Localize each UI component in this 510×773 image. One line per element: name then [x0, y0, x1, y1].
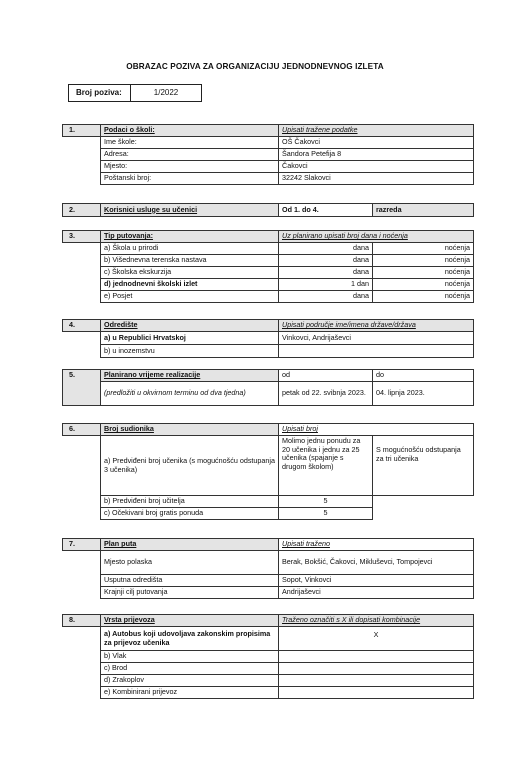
- postal-code-value: 32242 Slakovci: [279, 173, 474, 185]
- section-2-heading: Korisnici usluge su učenici: [101, 204, 279, 217]
- departure-value: Berak, Bokšić, Čakovci, Mikluševci, Tompojevci: [279, 551, 474, 575]
- trip-type-e: e) Posjet: [101, 291, 279, 303]
- final-destination-label: Krajnji cilj putovanja: [101, 587, 279, 599]
- section-4-heading: Odredište: [101, 320, 279, 332]
- section-6-table: [62, 423, 474, 520]
- address-label: Adresa:: [101, 149, 279, 161]
- section-3-table: [62, 230, 474, 303]
- school-name-label: Ime škole:: [101, 137, 279, 149]
- free-offers-label: c) Očekivani broj gratis ponuda: [101, 508, 279, 520]
- period-from-value: petak od 22. svibnja 2023.: [279, 382, 373, 406]
- grades-suffix: razreda: [373, 204, 474, 217]
- section-7-table: [62, 538, 474, 599]
- section-6-number: 6.: [63, 424, 101, 436]
- teachers-count-value: 5: [279, 496, 373, 508]
- grades-range: Od 1. do 4.: [279, 204, 373, 217]
- section-5-number: 5.: [63, 370, 101, 406]
- transport-ship-label: c) Brod: [101, 663, 279, 675]
- stops-value: Sopot, Vinkovci: [279, 575, 474, 587]
- trip-type-d: d) jednodnevni školski izlet: [101, 279, 279, 291]
- period-to-value: 04. lipnja 2023.: [373, 382, 474, 406]
- section-7-number: 7.: [63, 539, 101, 551]
- section-1-number: 1.: [63, 125, 101, 137]
- section-5-table: [62, 369, 474, 406]
- trip-type-e-nights: noćenja: [373, 291, 474, 303]
- trip-type-a-days: dana: [279, 243, 373, 255]
- address-value: Šandora Petefija 8: [279, 149, 474, 161]
- free-offers-value: 5: [279, 508, 373, 520]
- transport-combined-label: e) Kombinirani prijevoz: [101, 687, 279, 699]
- trip-type-d-nights: noćenja: [373, 279, 474, 291]
- form-title: OBRAZAC POZIVA ZA ORGANIZACIJU JEDNODNEVNOG IZLETA: [126, 62, 384, 71]
- school-name-value: OŠ Čakovci: [279, 137, 474, 149]
- broj-poziva-box: [68, 84, 202, 102]
- transport-ship-mark: [279, 663, 474, 675]
- section-7-instruction: Upisati traženo: [279, 539, 474, 551]
- students-count-value: Molimo jednu ponudu za 20 učenika i jednu za 25 učenika (spajanje s drugom školom): [279, 436, 373, 496]
- stops-label: Usputna odredišta: [101, 575, 279, 587]
- section-8-table: [62, 614, 474, 699]
- section-1-heading: Podaci o školi:: [101, 125, 279, 137]
- period-note: (predložiti u okvirnom terminu od dva tjedna): [101, 382, 279, 406]
- trip-type-b: b) Višednevna terenska nastava: [101, 255, 279, 267]
- place-value: Čakovci: [279, 161, 474, 173]
- transport-train-mark: [279, 651, 474, 663]
- destination-croatia-value: Vinkovci, Andrijaševci: [279, 332, 474, 345]
- postal-code-label: Poštanski broj:: [101, 173, 279, 185]
- section-3-number: 3.: [63, 231, 101, 243]
- transport-combined-mark: [279, 687, 474, 699]
- teachers-count-label: b) Predviđeni broj učitelja: [101, 496, 279, 508]
- section-8-heading: Vrsta prijevoza: [101, 615, 279, 627]
- section-5-heading: Planirano vrijeme realizacije: [101, 370, 279, 382]
- students-count-label: a) Predviđeni broj učenika (s mogućnošću odstupanja 3 učenika): [101, 436, 279, 496]
- section-8-instruction: Traženo označiti s X ili dopisati kombinacije: [279, 615, 474, 627]
- section-3-instruction: Uz planirano upisati broj dana i noćenja: [279, 231, 474, 243]
- trip-type-e-days: dana: [279, 291, 373, 303]
- transport-train-label: b) Vlak: [101, 651, 279, 663]
- departure-label: Mjesto polaska: [101, 551, 279, 575]
- section-3-heading: Tip putovanja:: [101, 231, 279, 243]
- section-8-number: 8.: [63, 615, 101, 627]
- destination-abroad-label: b) u inozemstvu: [101, 345, 279, 358]
- trip-type-c: c) Školska ekskurzija: [101, 267, 279, 279]
- trip-type-b-days: dana: [279, 255, 373, 267]
- period-from-label: od: [279, 370, 373, 382]
- period-to-label: do: [373, 370, 474, 382]
- trip-type-b-nights: noćenja: [373, 255, 474, 267]
- section-1-table: [62, 124, 474, 185]
- trip-type-a: a) Škola u prirodi: [101, 243, 279, 255]
- section-6-instruction: Upisati broj: [279, 424, 474, 436]
- destination-croatia-label: a) u Republici Hrvatskoj: [101, 332, 279, 345]
- transport-plane-label: d) Zrakoplov: [101, 675, 279, 687]
- section-2-number: 2.: [63, 204, 101, 217]
- destination-abroad-value: [279, 345, 474, 358]
- final-destination-value: Andrijaševci: [279, 587, 474, 599]
- section-4-table: [62, 319, 474, 358]
- trip-type-d-days: 1 dan: [279, 279, 373, 291]
- trip-type-c-nights: noćenja: [373, 267, 474, 279]
- section-4-instruction: Upisati područje ime/imena države/država: [279, 320, 474, 332]
- broj-poziva-value: 1/2022: [153, 88, 179, 97]
- transport-bus-mark: X: [279, 627, 474, 651]
- section-1-instruction: Upisati tražene podatke: [279, 125, 474, 137]
- transport-plane-mark: [279, 675, 474, 687]
- transport-bus-label: a) Autobus koji udovoljava zakonskim propisima za prijevoz učenika: [101, 627, 279, 651]
- trip-type-a-nights: noćenja: [373, 243, 474, 255]
- place-label: Mjesto:: [101, 161, 279, 173]
- section-7-heading: Plan puta: [101, 539, 279, 551]
- students-count-note: S mogućnošću odstupanja za tri učenika: [373, 436, 474, 496]
- broj-poziva-label: Broj poziva:: [69, 85, 131, 101]
- trip-type-c-days: dana: [279, 267, 373, 279]
- section-2-table: [62, 203, 474, 217]
- section-4-number: 4.: [63, 320, 101, 332]
- section-6-heading: Broj sudionika: [101, 424, 279, 436]
